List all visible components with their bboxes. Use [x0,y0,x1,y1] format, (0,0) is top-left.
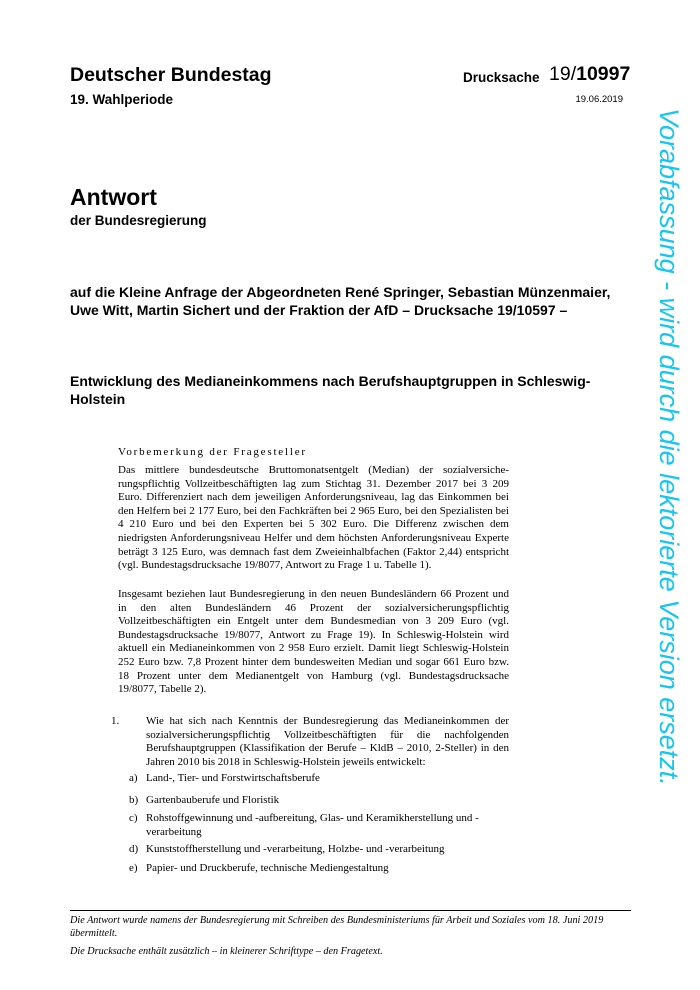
item-text: Gartenbauberufe und Floristik [146,794,280,806]
item-letter: c) [129,812,138,824]
question-item-d [129,843,509,857]
anfrage-reference: auf die Kleine Anfrage der Abgeordneten René Springer, Sebastian Münzenmaier, Uwe Witt, Martin Sichert und der Fraktion der AfD – Drucksache 19/10597 – [70,284,611,318]
watermark-vorabfassung: Vorabfassung - wird durch die lektorierte Version ersetzt. [654,108,684,786]
document-title: Antwort [70,184,157,210]
drucksache-label: Drucksache [463,70,540,85]
organization-name: Deutscher Bundestag [70,64,272,86]
item-letter: b) [129,794,139,806]
vorbemerkung-paragraph-2: Insgesamt beziehen laut Bundesregierung in den neuen Bundesländern 66 Prozent und in den alten Bundesländern 46 Prozent der sozialversicherungspflichtig Vollzeitbeschäftigten ein Entgelt unter dem Bundesmedian von 3 209 Euro (vgl. Bundestagsdrucksache 19/8077, Antwort zu Frage 19). In Schleswig-Holstein wird aktuell ein Medianeinkommen von 2 958 Euro erzielt. Damit liegt Schleswig-Holstein 252 Euro bzw. 7,8 Prozent hinter dem bundesweiten Median und sogar 661 Euro bzw. 18 Prozent unter dem Medianentgelt von Hamburg (vgl. Bundestagsdrucksache 19/8077, Tabelle 2). [118,588,509,696]
item-letter: a) [129,772,138,784]
footnote-divider [70,910,631,911]
item-text: Rohstoffgewinnung und -aufbereitung, Glas- und Keramikherstellung und -verarbeitung [146,812,479,838]
question-item-e [129,862,509,876]
question-number: 1. [111,715,120,727]
item-letter: d) [129,843,139,855]
footnote-transmission: Die Antwort wurde namens der Bundesregierung mit Schreiben des Bundesministeriums für Arbeit und Soziales vom 18. Juni 2019 übermittelt. [70,915,604,939]
item-text: Papier- und Druckberufe, technische Mediengestaltung [146,862,389,874]
document-topic: Entwicklung des Medianeinkommens nach Berufshauptgruppen in Schleswig-Holstein [70,373,591,407]
question-item-b [129,794,509,808]
question-item-c [129,812,509,839]
item-text: Kunststoffherstellung und -verarbeitung, Holzbe- und -verarbeitung [146,843,445,855]
item-text: Land-, Tier- und Forstwirtschaftsberufe [146,772,320,784]
question-text: Wie hat sich nach Kenntnis der Bundesregierung das Medianeinkommen der sozialversicherungspflichtig Vollzeitbeschäftigten für die nachfolgenden Berufshauptgruppen (Klassifikation der Berufe – KldB – 2010, 2-Steller) in den Jahren 2010 bis 2018 in Schleswig-Holstein jeweils entwickelt: [146,715,509,768]
item-letter: e) [129,862,138,874]
footnote-fragetext: Die Drucksache enthält zusätzlich – in kleinerer Schrifttype – den Fragetext. [70,946,383,957]
document-subtitle: der Bundesregierung [70,213,207,228]
vorbemerkung-paragraph-1: Das mittlere bundesdeutsche Bruttomonatsentgelt (Median) der sozialversicherungspflichtig Vollzeitbeschäftigten lag zum Stichtag 31. Dezember 2017 bei 3 209 Euro. Differenziert nach dem jeweiligen Anforderungsniveau, lag das Einkommen bei den Helfern bei 2 177 Euro, bei den Fachkräften bei 2 965 Euro, bei den Spezialisten bei 4 210 Euro und bei den Experten bei 5 302 Euro. Die Differenz zwischen dem niedrigsten Anforderungsniveau Helfer und dem höchsten Anforderungsniveau Experte beträgt 3 125 Euro, was demnach fast dem Zweieinhalbfachen (Faktor 2,44) entspricht (vgl. Bundestagsdrucksache 19/8077, Antwort zu Frage 1 u. Tabelle 1). [118,464,509,572]
drucksache-number [549,63,630,86]
question-item-a [129,772,509,786]
wahlperiode: 19. Wahlperiode [70,92,174,107]
document-date: 19.06.2019 [575,94,623,105]
drucksache-prefix: 19/ [549,63,577,85]
vorbemerkung-heading: Vorbemerkung der Fragesteller [118,446,307,458]
drucksache-main-number: 10997 [576,63,631,85]
